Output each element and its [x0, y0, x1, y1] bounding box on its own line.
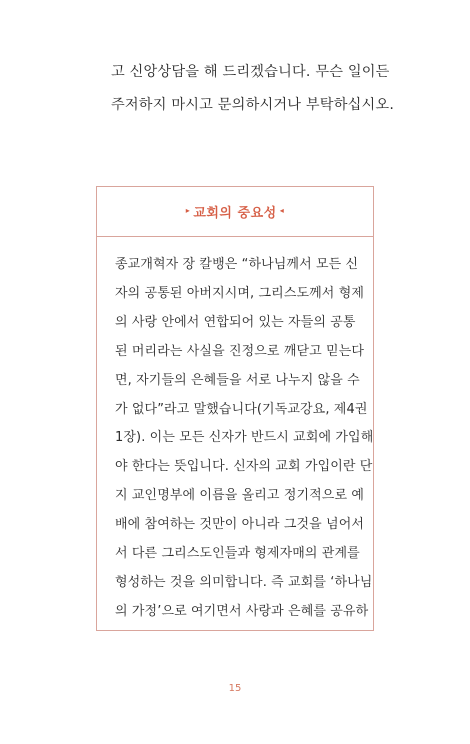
box-title: 교회의 중요성 [193, 206, 277, 221]
box-line: 자의 공통된 아버지시며, 그리스도께서 형제 [115, 285, 365, 301]
box-line: 지 교인명부에 이름을 올리고 정기적으로 예 [115, 488, 365, 504]
box-header [97, 187, 373, 237]
box-line: 면, 자기들의 은혜들을 서로 나누지 않을 수 [115, 372, 360, 388]
box-line: 배에 참여하는 것만이 아니라 그것을 넘어서 [115, 517, 365, 533]
box-line: 1장). 이는 모든 신자가 반드시 교회에 가입해 [115, 430, 374, 446]
box-body [97, 237, 373, 627]
intro-line: 고 신앙상담을 해 드리겠습니다. 무슨 일이든 [111, 64, 390, 80]
sidebar-box [96, 186, 374, 631]
box-line: 의 가정’으로 여기면서 사랑과 은혜를 공유하 [115, 603, 369, 619]
box-line: 형성하는 것을 의미합니다. 즉 교회를 ‘하나님 [115, 574, 373, 590]
intro-line: 주저하지 마시고 문의하시거나 부탁하십시오. [111, 97, 395, 113]
box-line: 의 사랑 안에서 연합되어 있는 자들의 공통 [115, 314, 356, 330]
box-line: 야 한다는 뜻입니다. 신자의 교회 가입이란 단 [115, 459, 373, 475]
box-line: 서 다른 그리스도인들과 형제자매의 관계를 [115, 546, 360, 562]
triangle-right-icon: ▸ [185, 206, 191, 215]
triangle-left-icon: ◂ [279, 206, 285, 215]
box-line: 종교개혁자 장 칼뱅은 “하나님께서 모든 신 [115, 257, 359, 272]
box-line: 가 없다”라고 말했습니다(기독교강요, 제4권 [115, 401, 368, 417]
intro-paragraph [111, 56, 395, 122]
page-number: 15 [228, 683, 242, 694]
box-line: 된 머리라는 사실을 진정으로 깨닫고 믿는다 [115, 343, 365, 359]
